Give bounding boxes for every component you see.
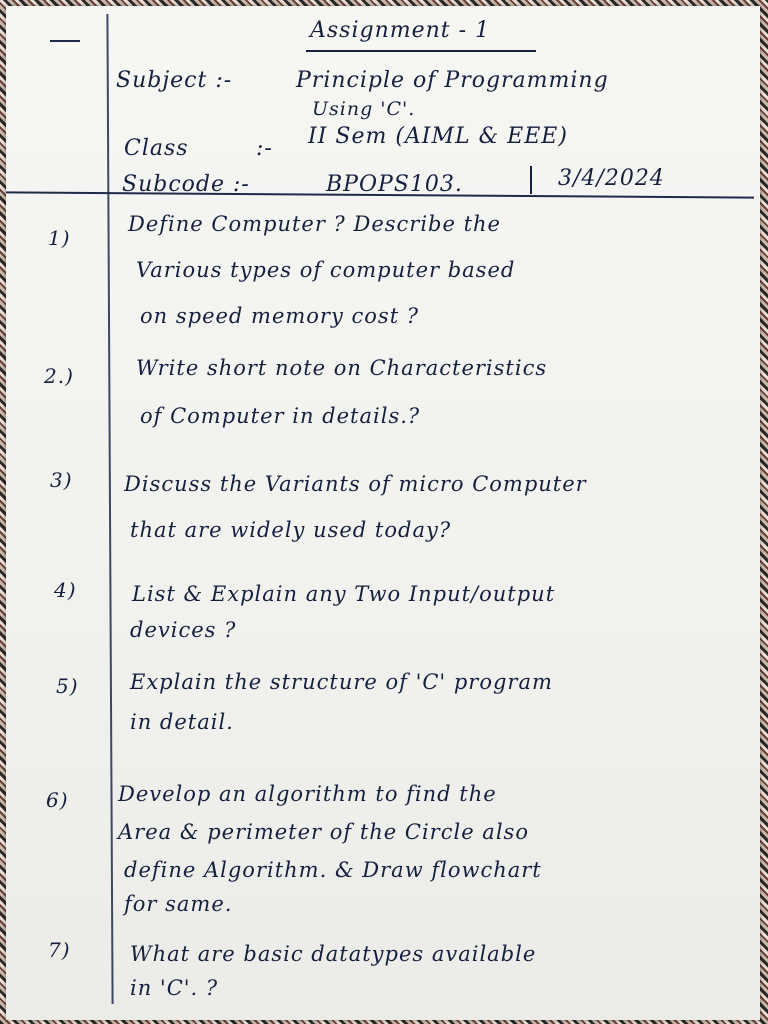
- class-value: II Sem (AIML & EEE): [308, 124, 568, 149]
- question-line: in 'C'. ?: [130, 976, 219, 1000]
- date-divider: [530, 166, 532, 194]
- question-line: of Computer in details.?: [140, 404, 421, 428]
- question-line: Develop an algorithm to find the: [118, 782, 497, 806]
- subcode-value: BPOPS103.: [326, 172, 463, 197]
- question-number: 3): [50, 468, 73, 492]
- question-line: for same.: [124, 892, 233, 916]
- margin-dash: [50, 40, 80, 42]
- question-number: 5): [56, 674, 79, 698]
- question-line: Write short note on Characteristics: [136, 356, 548, 380]
- question-number: 6): [46, 788, 69, 812]
- question-number: 7): [48, 938, 71, 962]
- question-line: on speed memory cost ?: [140, 304, 420, 328]
- question-line: Various types of computer based: [136, 258, 516, 282]
- margin-line: [106, 14, 113, 1004]
- question-line: Discuss the Variants of micro Computer: [124, 472, 587, 496]
- subcode-label: Subcode :-: [122, 172, 250, 197]
- question-line: in detail.: [130, 710, 234, 734]
- subject-line-2: Using 'C'.: [312, 98, 416, 120]
- question-number: 4): [54, 578, 77, 602]
- subject-line-1: Principle of Programming: [296, 68, 609, 93]
- question-number: 2.): [44, 364, 74, 388]
- subject-label: Subject :-: [116, 68, 233, 93]
- class-separator: :-: [256, 136, 273, 161]
- title-underline: [306, 50, 536, 52]
- question-line: define Algorithm. & Draw flowchart: [124, 858, 542, 882]
- question-number: 1): [48, 226, 71, 250]
- date: 3/4/2024: [558, 166, 665, 191]
- assignment-sheet: [6, 6, 760, 1020]
- question-line: Explain the structure of 'C' program: [130, 670, 553, 694]
- assignment-title: Assignment - 1: [310, 18, 491, 43]
- question-line: What are basic datatypes available: [130, 942, 537, 966]
- question-line: Area & perimeter of the Circle also: [118, 820, 529, 844]
- question-line: that are widely used today?: [130, 518, 452, 542]
- question-line: Define Computer ? Describe the: [128, 212, 501, 236]
- question-line: List & Explain any Two Input/output: [132, 582, 556, 606]
- class-label: Class: [124, 136, 189, 161]
- question-line: devices ?: [130, 618, 237, 642]
